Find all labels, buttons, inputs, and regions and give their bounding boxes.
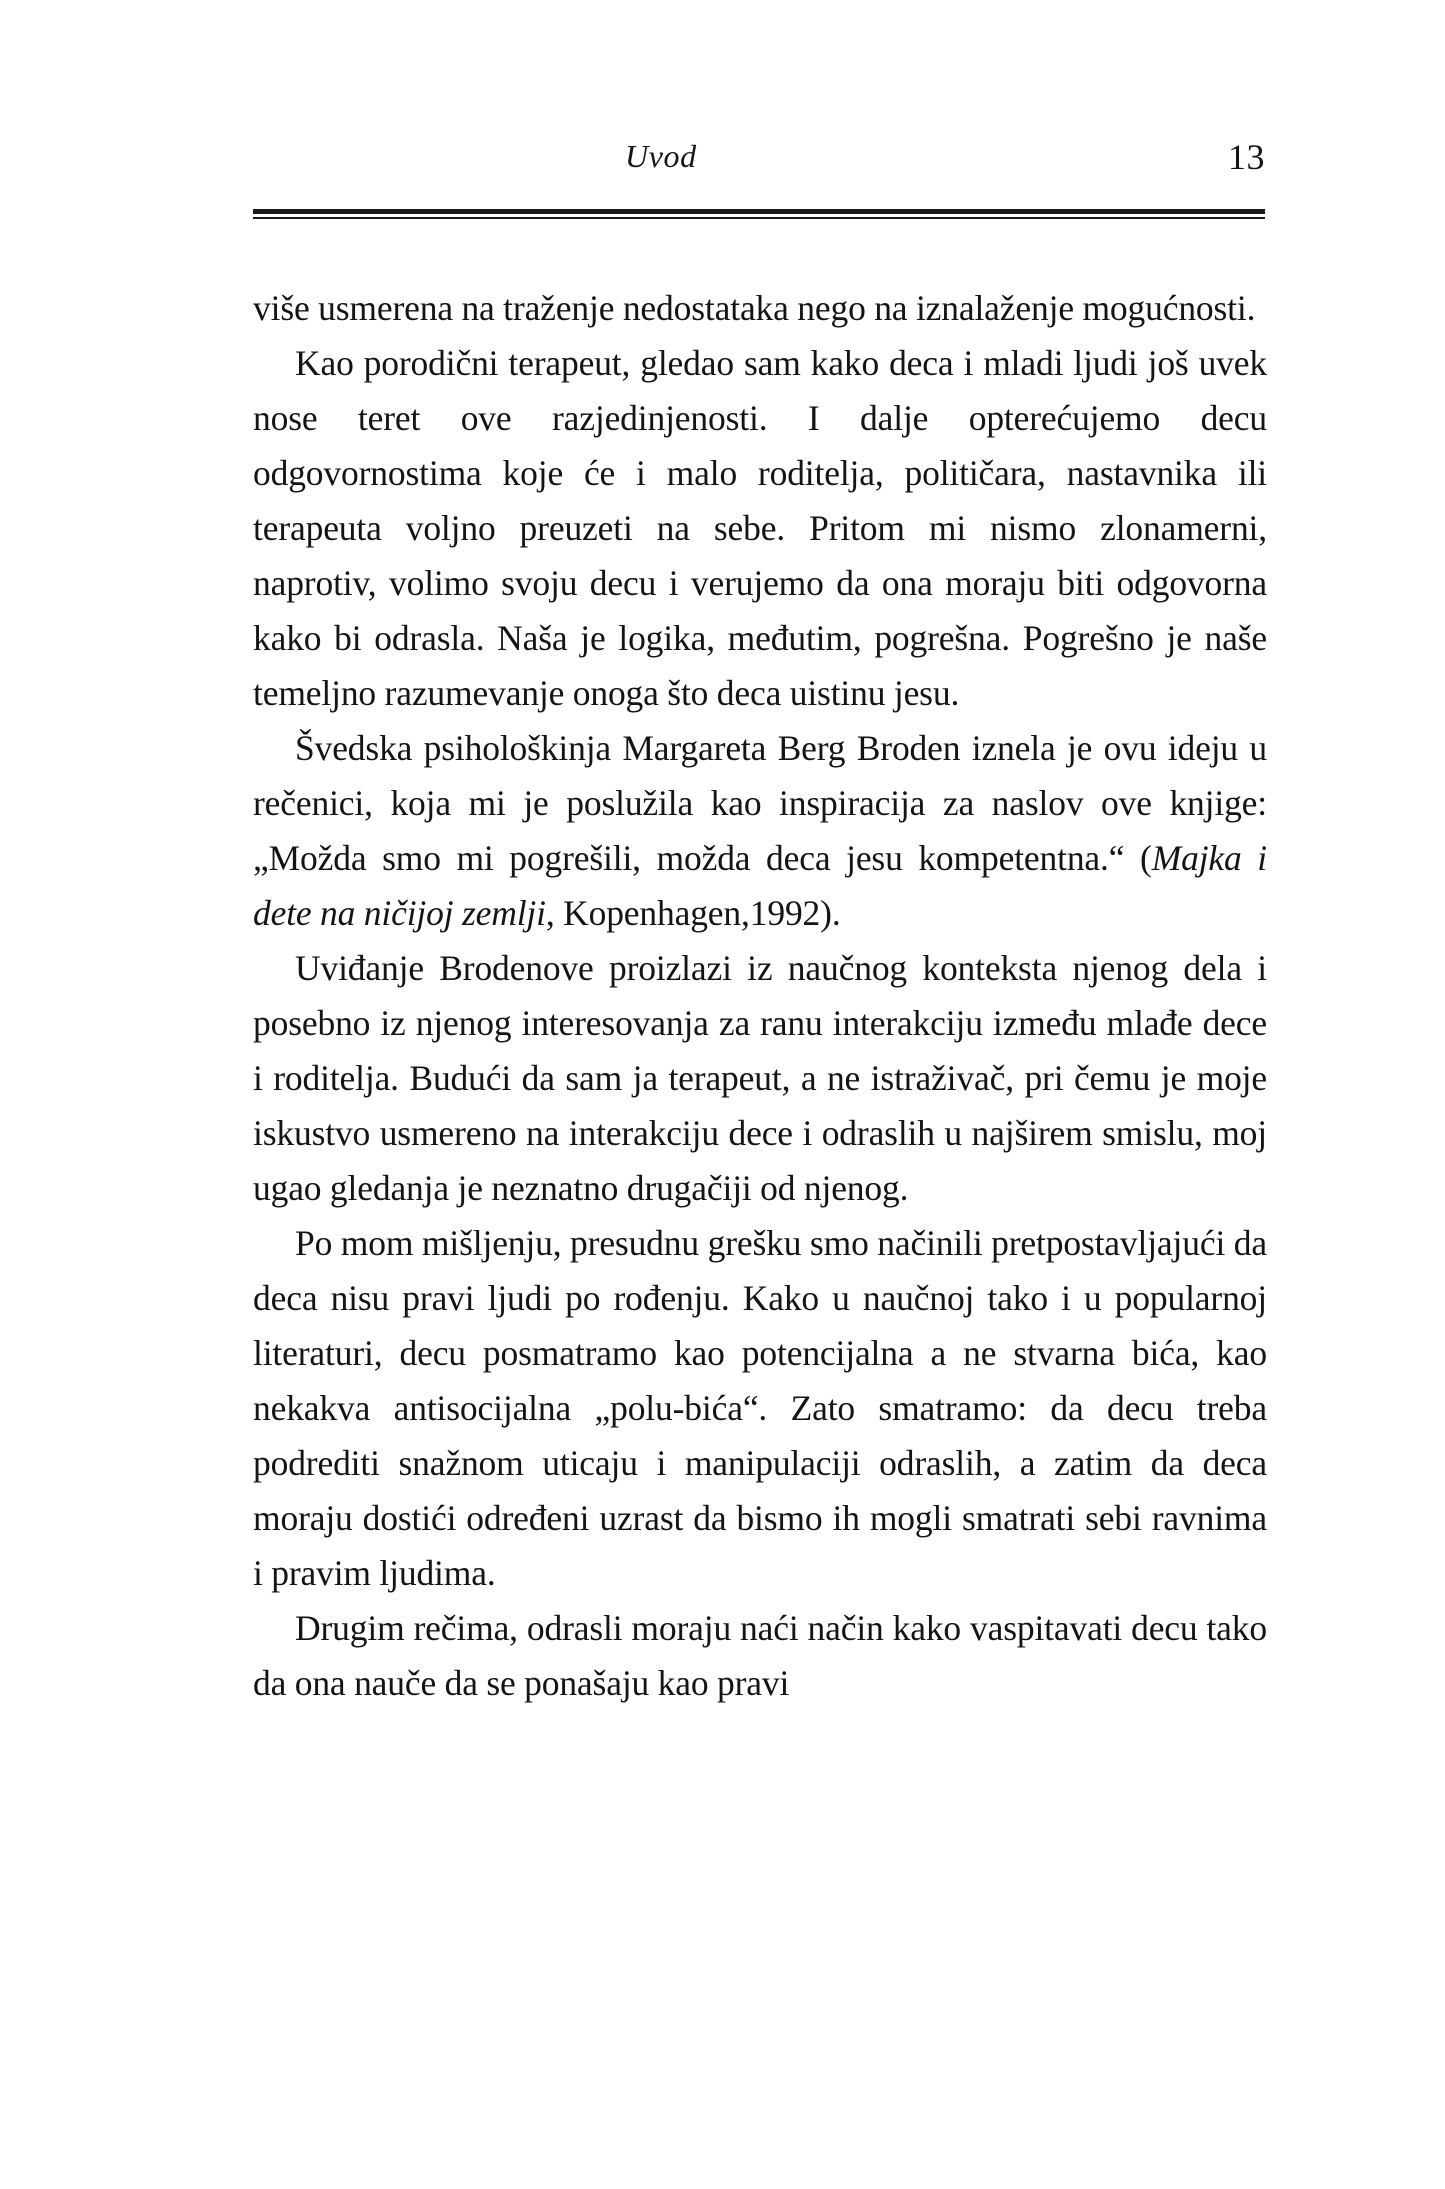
- italic-book-title: Majka i dete na ničijoj zemlji: [253, 838, 1267, 933]
- text-run: , Kopenhagen,1992).: [545, 893, 841, 933]
- text-run: Kao porodični terapeut, gledao sam kako deca i mladi ljudi još uvek nose teret ove razjedinjenosti. I dalje opterećujemo decu odgovornostima koje će i malo roditelja, političara, nastavnika ili terapeuta voljno preuzeti na sebe. Pritom mi nismo zlonamerni, naprotiv, volimo svoju decu i verujemo da ona moraju biti odgovorna kako bi odrasla. Naša je logika, međutim, pogrešna. Pogrešno je naše temeljno razumevanje onoga što deca uistinu jesu.: [253, 343, 1267, 713]
- body-paragraph: [253, 336, 1267, 721]
- body-paragraph: [253, 941, 1267, 1216]
- text-run: Po mom mišljenju, presudnu grešku smo načinili pretpostavljajući da deca nisu pravi ljudi po rođenju. Kako u naučnoj tako i u popularnoj literaturi, decu posmatramo kao potencijalna a ne stvarna bića, kao nekakva antisocijalna „polu-bića“. Zato smatramo: da decu treba podrediti snažnom uticaju i manipulaciji odraslih, a zatim da deca moraju dostići određeni uzrast da bismo ih mogli smatrati sebi ravnima i pravim ljudima.: [253, 1223, 1267, 1593]
- body-paragraph: [253, 1216, 1267, 1601]
- text-run: više usmerena na traženje nedostataka nego na iznalaženje mogućnosti.: [253, 288, 1256, 328]
- body-paragraph: [253, 281, 1267, 336]
- body-paragraph: [253, 1601, 1267, 1711]
- text-run: Švedska psihološkinja Margareta Berg Broden iznela je ovu ideju u rečenici, koja mi je poslužila kao inspiracija za naslov ove knjige: „Možda smo mi pogrešili, možda deca jesu kompetentna.“ (: [253, 728, 1267, 878]
- running-head: [253, 138, 1265, 198]
- page-number: 13: [1228, 137, 1265, 177]
- header-double-rule: [253, 209, 1265, 219]
- text-run: Drugim rečima, odrasli moraju naći način kako vaspitavati decu tako da ona nauče da se ponašaju kao pravi: [253, 1608, 1267, 1703]
- text-run: Uviđanje Brodenove proizlazi iz naučnog konteksta njenog dela i posebno iz njenog interesovanja za ranu interakciju između mlađe dece i roditelja. Budući da sam ja terapeut, a ne istraživač, pri čemu je moje iskustvo usmereno na interakciju dece i odraslih u najširem smislu, moj ugao gledanja je neznatno drugačiji od njenog.: [253, 948, 1267, 1208]
- rule-thin-line: [253, 217, 1265, 219]
- running-head-title: Uvod: [625, 138, 697, 174]
- body-paragraph: [253, 721, 1267, 941]
- body-text-column: [253, 281, 1267, 1711]
